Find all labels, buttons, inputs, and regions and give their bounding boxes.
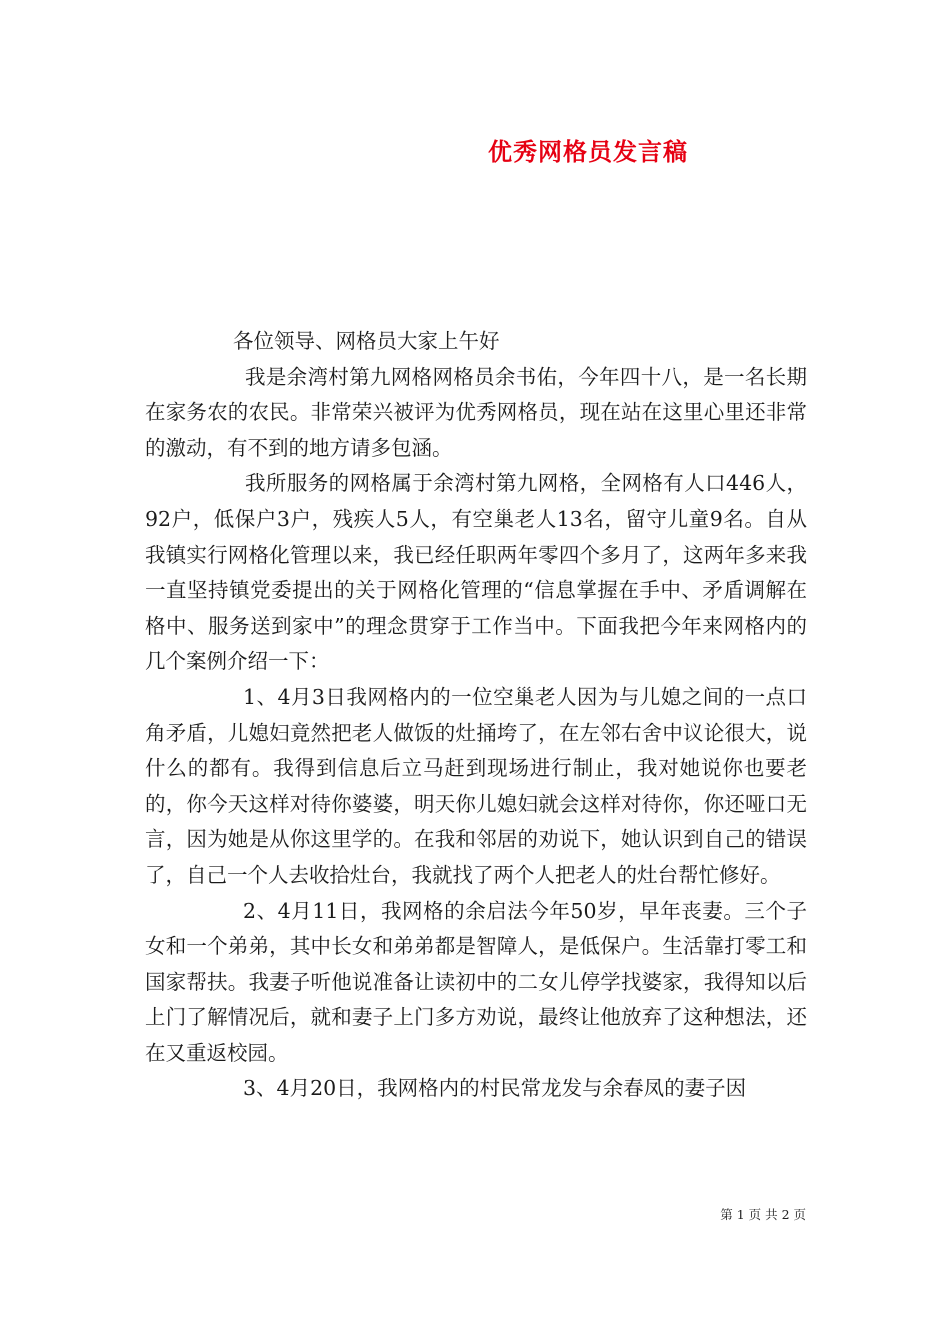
- greeting-line: 各位领导、网格员大家上午好: [233, 329, 500, 353]
- paragraph-case-1: 1、4月3日我网格内的一位空巢老人因为与儿媳之间的一点口角矛盾，儿媳妇竟然把老人做饭的灶捅垮了，在左邻右舍中议论很大，说什么的都有。我得到信息后立马赶到现场进行制止，我对她说你也要老的，你今天这样对待你婆婆，明天你儿媳妇就会这样对待你，你还哑口无言，因为她是从你这里学的。在我和邻居的劝说下，她认识到自己的错误了，自己一个人去收拾灶台，我就找了两个人把老人的灶台帮忙修好。: [145, 684, 807, 887]
- document-title: 优秀网格员发言稿: [488, 137, 688, 166]
- paragraph-intro: 我是余湾村第九网格网格员余书佑，今年四十八，是一名长期在家务农的农民。非常荣兴被评为优秀网格员，现在站在这里心里还非常的激动，有不到的地方请多包涵。: [145, 364, 807, 460]
- paragraph-grid-overview: 我所服务的网格属于余湾村第九网格，全网格有人口446人，92户，低保户3户，残疾人5人，有空巢老人13名，留守儿童9名。自从我镇实行网格化管理以来，我已经任职两年零四个多月了，这两年多来我一直坚持镇党委提出的关于网格化管理的“信息掌握在手中、矛盾调解在格中、服务送到家中”的理念贯穿于工作当中。下面我把今年来网格内的几个案例介绍一下：: [145, 471, 807, 674]
- paragraph-case-3: 3、4月20日，我网格内的村民常龙发与余春凤的妻子因: [243, 1076, 747, 1101]
- paragraph-case-2: 2、4月11日，我网格的余启法今年50岁，早年丧妻。三个子女和一个弟弟，其中长女和弟弟都是智障人，是低保户。生活靠打零工和国家帮扶。我妻子听他说准备让读初中的二女儿停学找婆家，我得知以后上门了解情况后，就和妻子上门多方劝说，最终让他放弃了这种想法，还在又重返校园。: [145, 898, 807, 1065]
- page-number-footer: 第 1 页 共 2 页: [720, 1207, 806, 1222]
- document-body: [145, 324, 807, 1107]
